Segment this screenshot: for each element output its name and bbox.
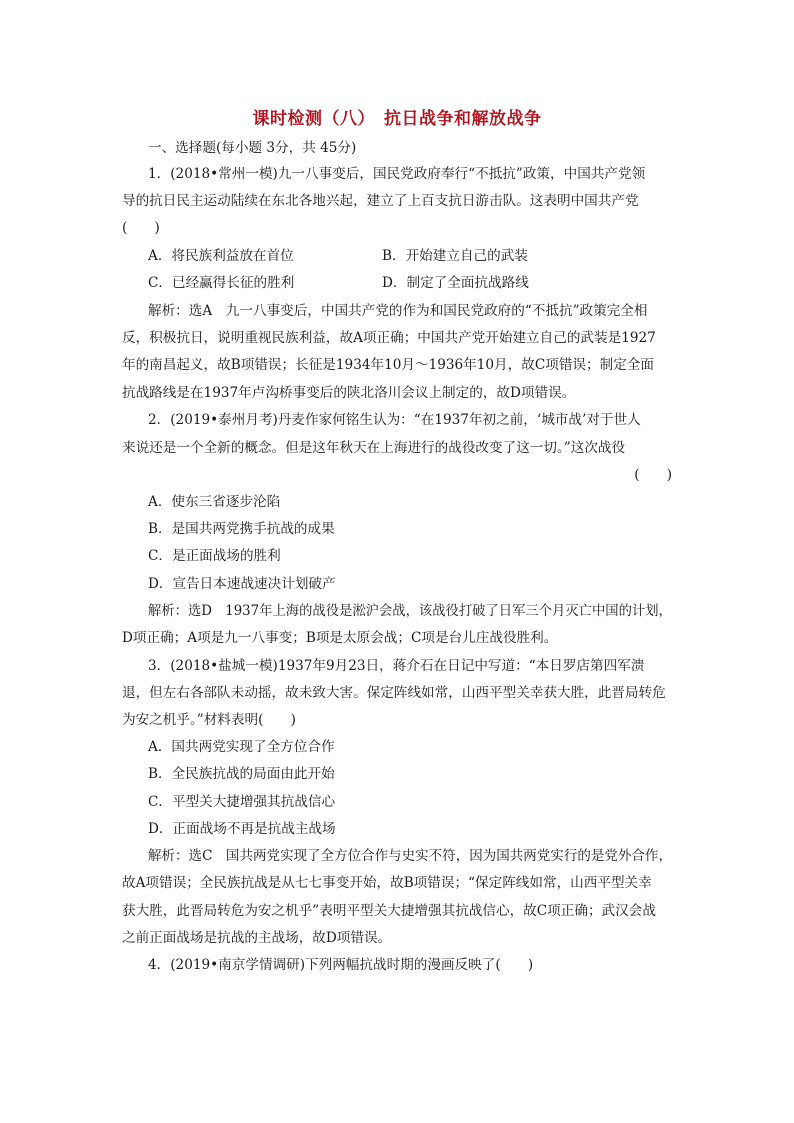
q1-analysis-line-2: 反，积极抗日，说明重视民族利益，故A项正确；中国共产党开始建立自己的武装是1927: [122, 330, 656, 346]
q2-analysis-line-2: D项正确；A项是九一八事变；B项是太原会战；C项是台儿庄战役胜利。: [122, 630, 558, 646]
q1-option-c: C．已经赢得长征的胜利: [148, 275, 295, 291]
q3-stem-line-1: 3．(2018•盐城一模)1937年9月23日，蒋介石在日记中写道：“本日罗店第四军溃: [148, 658, 645, 674]
q1-analysis-line-4: 抗战路线是在1937年卢沟桥事变后的陕北洛川会议上制定的，故D项错误。: [122, 385, 576, 401]
q1-answer-paren: ( ): [122, 220, 160, 236]
q1-option-d: D．制定了全面抗战路线: [382, 275, 529, 291]
q1-stem-line-2: 导的抗日民主运动陆续在东北各地兴起，建立了上百支抗日游击队。这表明中国共产党: [122, 193, 639, 209]
q2-option-d: D．宣告日本速战速决计划破产: [148, 576, 336, 592]
q1-option-a: A．将民族利益放在首位: [148, 248, 294, 264]
q3-option-a: A．国共两党实现了全方位合作: [148, 739, 335, 755]
q3-option-c: C．平型关大捷增强其抗战信心: [148, 794, 336, 810]
q1-analysis-line-3: 年的南昌起义，故B项错误；长征是1934年10月～1936年10月，故C项错误；制定全面: [122, 357, 654, 373]
q2-stem-line-2: 来说还是一个全新的概念。但是这年秋天在上海进行的战役改变了这一切。”这次战役: [122, 440, 626, 456]
q2-option-a: A．使东三省逐步沦陷: [148, 494, 281, 510]
q3-stem-line-3: 为安之机乎。”材料表明( ): [122, 712, 296, 728]
q2-stem-line-1: 2．(2019•泰州月考)丹麦作家何铭生认为：“在1937年初之前，‘城市战’对于世人: [148, 412, 641, 428]
q3-analysis-line-2: 故A项错误；全民族抗战是从七七事变开始，故B项错误；“保定阵线如常，山西平型关幸: [122, 875, 652, 891]
q3-analysis-line-3: 获大胜，此晋局转危为安之机乎”表明平型关大捷增强其抗战信心，故C项正确；武汉会战: [122, 903, 656, 919]
q3-stem-line-2: 退，但左右各部队未动摇，故未致大害。保定阵线如常，山西平型关幸获大胜，此晋局转危: [122, 685, 666, 701]
q3-option-d: D．正面战场不再是抗战主战场: [148, 821, 336, 837]
q2-option-c: C．是正面战场的胜利: [148, 548, 281, 564]
q1-analysis-line-1: 解析：选A 九一八事变后，中国共产党的作为和国民党政府的“不抵抗”政策完全相: [148, 303, 648, 319]
q3-analysis-line-4: 之前正面战场是抗战的主战场，故D项错误。: [122, 930, 392, 946]
section-heading: 一、选择题(每小题 3分，共 45分): [148, 140, 357, 156]
q2-answer-paren: ( ): [634, 467, 672, 483]
page-title: 课时检测（八） 抗日战争和解放战争: [252, 109, 542, 129]
q2-option-b: B．是国共两党携手抗战的成果: [148, 521, 335, 537]
q3-analysis-line-1: 解析：选C 国共两党实现了全方位合作与史实不符，因为国共两党实行的是党外合作，: [148, 848, 672, 864]
q3-option-b: B．全民族抗战的局面由此开始: [148, 766, 335, 782]
q1-stem-line-1: 1．(2018•常州一模)九一八事变后，国民党政府奉行“不抵抗”政策，中国共产党领: [148, 166, 646, 182]
q2-analysis-line-1: 解析：选D 1937年上海的战役是淞沪会战，该战役打破了日军三个月灭亡中国的计划，: [148, 603, 672, 619]
q4-stem-line-1: 4．(2019•南京学情调研)下列两幅抗战时期的漫画反映了( ): [148, 957, 534, 973]
q1-option-b: B．开始建立自己的武装: [382, 248, 528, 264]
